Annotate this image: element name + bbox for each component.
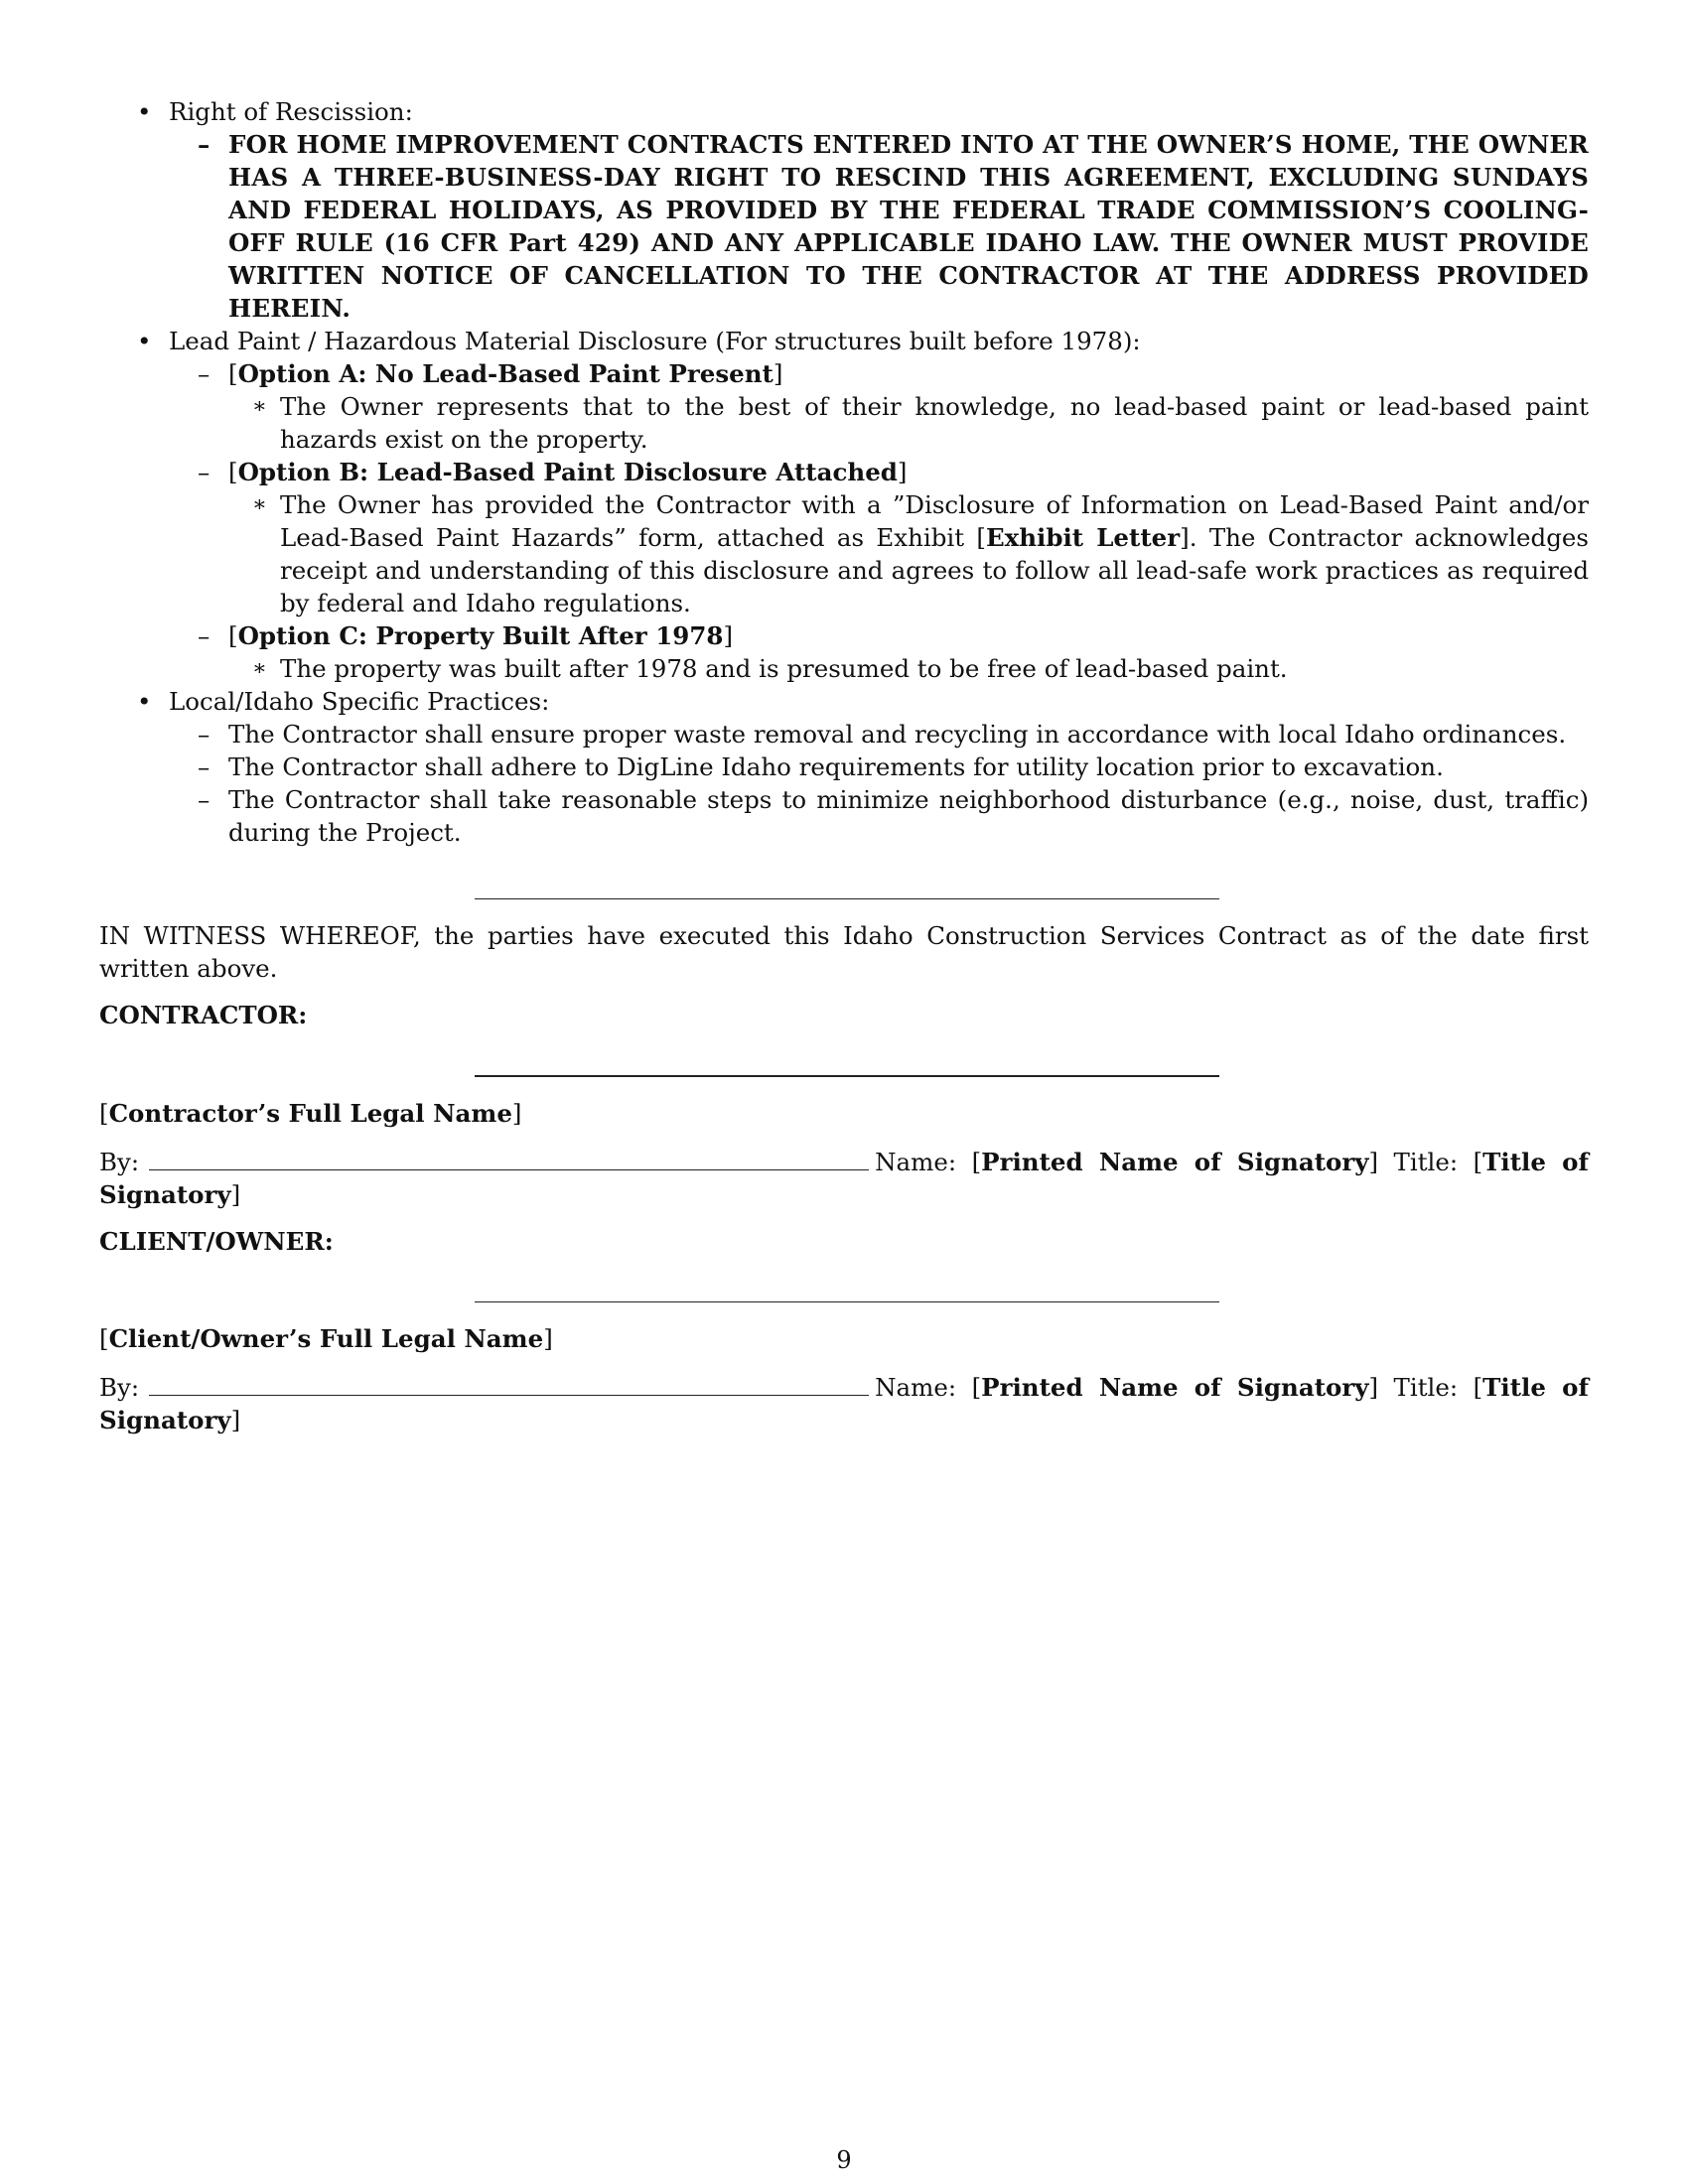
section-divider: [475, 898, 1219, 899]
printed-name-placeholder: Printed Name of Signatory: [981, 1373, 1369, 1402]
title-label: Title:: [1393, 1148, 1459, 1176]
option-b-title: Option B: Lead-Based Paint Disclosure Attached: [237, 458, 898, 486]
local-practice: – The Contractor shall take reasonable steps to minimize neighborhood disturbance (e.g., noise, dust, traffic) during the Project.: [169, 783, 1589, 849]
local-practice: – The Contractor shall ensure proper waste removal and recycling in accordance with local Idaho ordinances.: [169, 718, 1589, 751]
by-label: By:: [99, 1148, 140, 1176]
printed-name-placeholder: Printed Name of Signatory: [981, 1148, 1369, 1176]
lead-option-a: – [Option A: No Lead-Based Paint Present] ∗ The Owner represents that to the best of their knowledge, no lead-based paint or lead-based paint hazards exist on the property.: [169, 357, 1589, 456]
rescission-item: [99, 95, 1589, 325]
lead-item: [99, 325, 1589, 685]
lead-option-c: – [Option C: Property Built After 1978] ∗ The property was built after 1978 and is presumed to be free of lead-based paint.: [169, 619, 1589, 685]
witness-clause: IN WITNESS WHEREOF, the parties have executed this Idaho Construction Services Contract as of the date first written above.: [99, 921, 1589, 983]
rescission-label: Right of Rescission:: [169, 97, 413, 126]
title-placeholder: Title of Signatory: [99, 1148, 1589, 1209]
client-legal-name: [Client/Owner’s Full Legal Name]: [99, 1324, 553, 1353]
client-signature-line: [475, 1301, 1219, 1302]
document-page: [99, 95, 1589, 1436]
option-a-text: ∗ The Owner represents that to the best of their knowledge, no lead-based paint or lead-based paint hazards exist on the property.: [228, 390, 1589, 456]
page-number: 9: [836, 2146, 852, 2174]
contractor-signatory-line: By: Name: [Printed Name of Signatory] Title: [Title of Signatory]: [99, 1148, 1589, 1209]
contractor-name-placeholder: Contractor’s Full Legal Name: [108, 1099, 512, 1128]
title-placeholder: Title of Signatory: [99, 1373, 1589, 1434]
local-item: [99, 685, 1589, 849]
title-label: Title:: [1393, 1373, 1459, 1402]
rescission-notice: – FOR HOME IMPROVEMENT CONTRACTS ENTERED INTO AT THE OWNER’S HOME, THE OWNER HAS A THREE-BUSINESS-DAY RIGHT TO RESCIND THIS AGREEMENT, EXCLUDING SUNDAYS AND FEDERAL HOLIDAYS, AS PROVIDED BY THE FEDERAL TRADE COMMISSION’S COOLING-OFF RULE (16 CFR Part 429) AND ANY APPLICABLE IDAHO LAW. THE OWNER MUST PROVIDE WRITTEN NOTICE OF CANCELLATION TO THE CONTRACTOR AT THE ADDRESS PROVIDED HEREIN.: [169, 128, 1589, 325]
client-signatory-line: By: Name: [Printed Name of Signatory] Title: [Title of Signatory]: [99, 1373, 1589, 1434]
name-label: Name:: [875, 1373, 957, 1402]
by-label: By:: [99, 1373, 140, 1402]
local-label: Local/Idaho Specific Practices:: [169, 687, 550, 716]
client-name-placeholder: Client/Owner’s Full Legal Name: [108, 1324, 544, 1353]
provisions-list: [99, 95, 1589, 849]
option-b-text-post: . The Contractor acknowledges receipt and understanding of this disclosure and agrees to follow all lead-safe work practices as required by federal and Idaho regulations.: [280, 523, 1589, 617]
signature-blank[interactable]: [149, 1373, 869, 1396]
exhibit-letter: Exhibit Letter: [985, 523, 1181, 552]
lead-option-b: – [Option B: Lead-Based Paint Disclosure Attached] ∗ The Owner has provided the Contractor with a ”Disclosure of Information on Lead-Based Paint and/or Lead-Based Paint Hazards” form, attached as Exhibit [Exhibit Letter]. The Contractor acknowledges receipt and understanding of this disclosure and agrees to follow all lead-safe work practices as required by federal and Idaho regulations.: [169, 456, 1589, 619]
contractor-legal-name: [Contractor’s Full Legal Name]: [99, 1099, 522, 1128]
option-b-text: ∗ The Owner has provided the Contractor with a ”Disclosure of Information on Lead-Based Paint and/or Lead-Based Paint Hazards” form, attached as Exhibit [Exhibit Letter]. The Contractor acknowledges receipt and understanding of this disclosure and agrees to follow all lead-safe work practices as required by federal and Idaho regulations.: [228, 488, 1589, 619]
lead-label: Lead Paint / Hazardous Material Disclosure (For structures built before 1978):: [169, 327, 1141, 355]
signature-blank[interactable]: [149, 1148, 869, 1170]
client-heading: CLIENT/OWNER:: [99, 1227, 334, 1256]
option-c-title: Option C: Property Built After 1978: [237, 621, 724, 650]
local-practice: – The Contractor shall adhere to DigLine Idaho requirements for utility location prior to excavation.: [169, 751, 1589, 783]
option-c-text: ∗ The property was built after 1978 and is presumed to be free of lead-based paint.: [228, 652, 1589, 685]
contractor-heading: CONTRACTOR:: [99, 1001, 308, 1029]
option-b-text-pre: The Owner has provided the Contractor with a ”Disclosure of Information on Lead-Based Paint and/or Lead-Based Paint Hazards” form, attached as Exhibit: [280, 490, 1589, 552]
contractor-signature-line: [475, 1075, 1219, 1077]
option-a-title: Option A: No Lead-Based Paint Present: [237, 359, 774, 388]
name-label: Name:: [875, 1148, 957, 1176]
